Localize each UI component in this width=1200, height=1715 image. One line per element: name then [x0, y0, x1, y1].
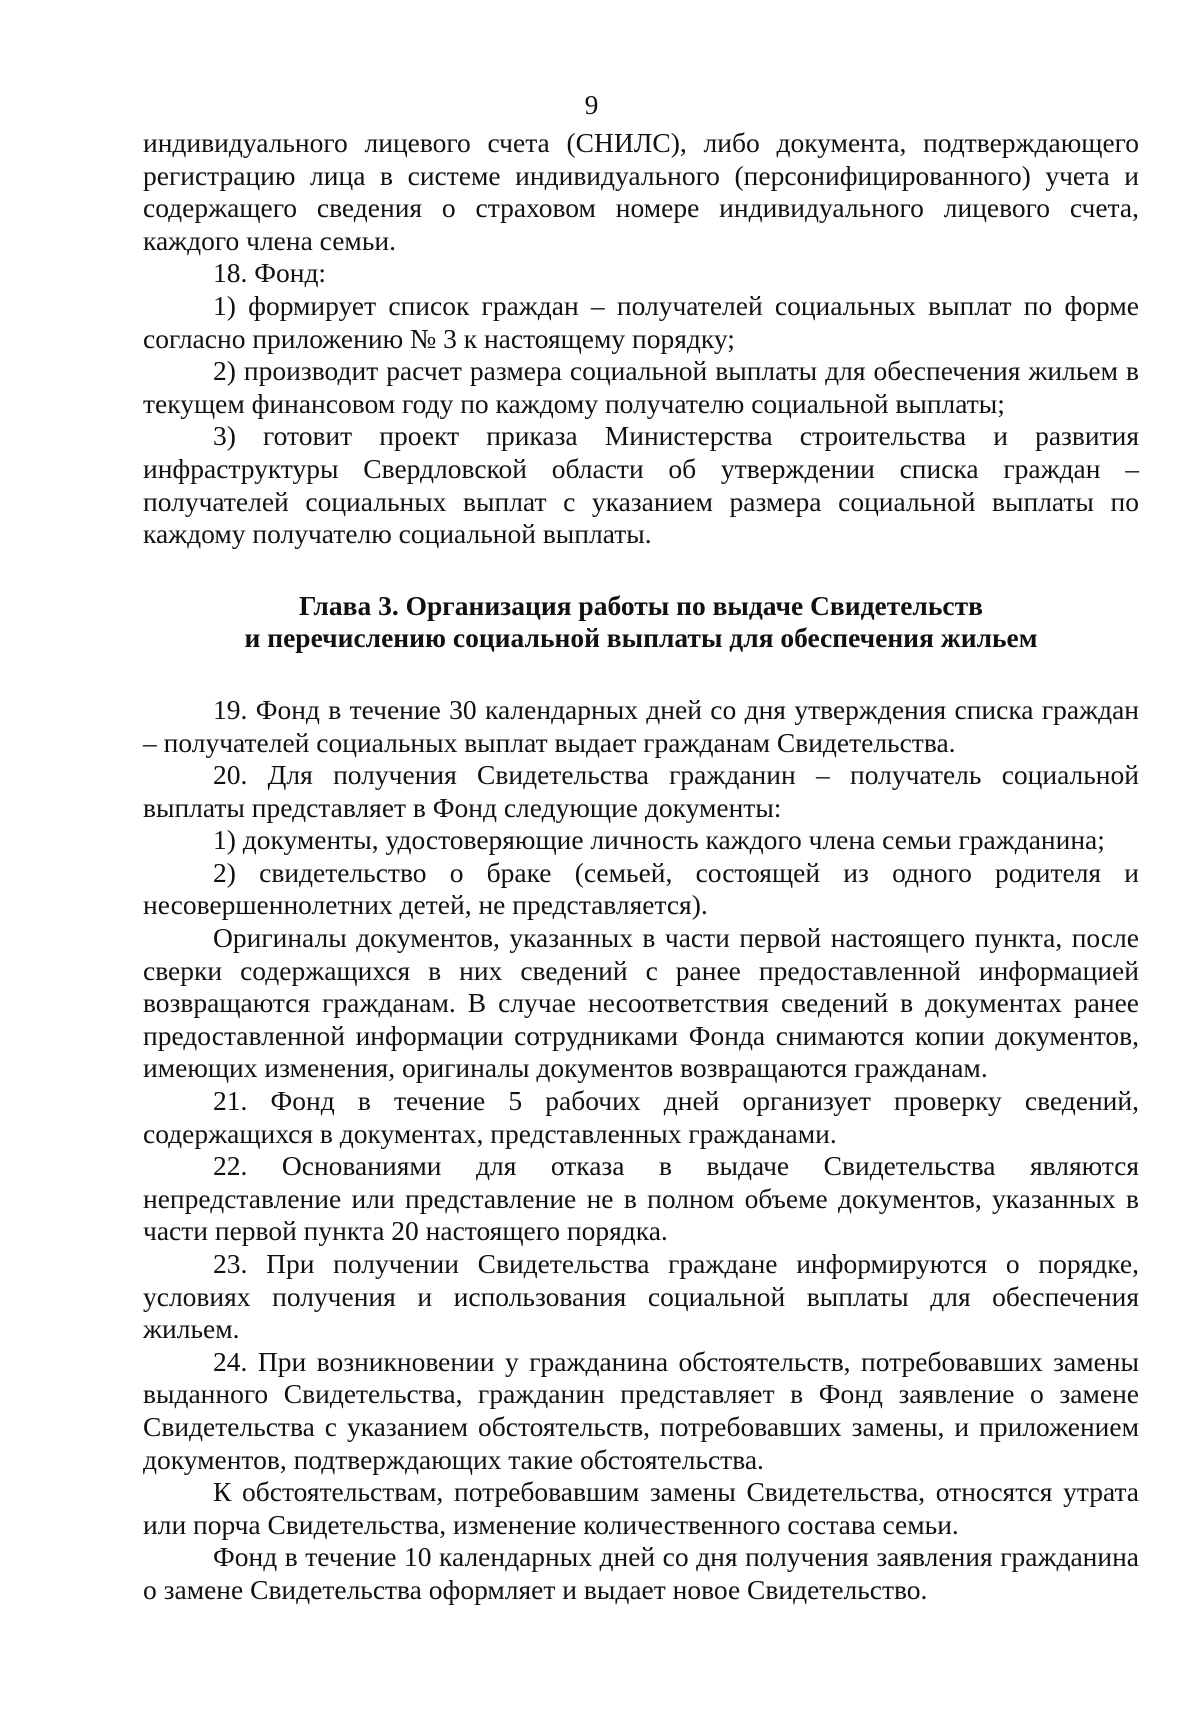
paragraph-item-23: 23. При получении Свидетельства граждане информируются о порядке, условиях получения и использования социальной выплаты для обеспечения жильем.	[143, 1248, 1139, 1345]
paragraph-20-originals: Оригиналы документов, указанных в части первой настоящего пункта, после сверки содержащихся в них сведений с ранее предоставленной информацией возвращаются гражданам. В случае несоответствия сведений в документах ранее предоставленной информации сотрудниками Фонда снимаются копии документов, имеющих изменения, оригиналы документов возвращаются гражданам.	[143, 922, 1139, 1084]
paragraph-20-sub-1: 1) документы, удостоверяющие личность каждого члена семьи гражданина;	[213, 824, 1105, 856]
paragraph-24-new-certificate: Фонд в течение 10 календарных дней со дня получения заявления гражданина о замене Свидетельства оформляет и выдает новое Свидетельство.	[143, 1541, 1139, 1605]
document-body	[143, 127, 1139, 1607]
paragraph-item-18: 18. Фонд:	[213, 257, 327, 289]
paragraph-18-sub-1: 1) формирует список граждан – получателей социальных выплат по форме согласно приложению № 3 к настоящему порядку;	[143, 289, 1139, 354]
paragraph-item-20: 20. Для получения Свидетельства гражданин – получатель социальной выплаты представляет в Фонд следующие документы:	[143, 759, 1139, 823]
paragraph-24-circumstances: К обстоятельствам, потребовавшим замены Свидетельства, относятся утрата или порча Свидетельства, изменение количественного состава семьи.	[143, 1476, 1139, 1540]
chapter-heading-line-1: Глава 3. Организация работы по выдаче Свидетельств	[299, 589, 983, 621]
paragraph-18-sub-3: 3) готовит проект приказа Министерства строительства и развития инфраструктуры Свердловской области об утверждении списка граждан – получателей социальных выплат с указанием размера социальной выплаты по каждому получателю социальной выплаты.	[143, 420, 1139, 550]
paragraph-continuation: индивидуального лицевого счета (СНИЛС), либо документа, подтверждающего регистрацию лица в системе индивидуального (персонифицированного) учета и содержащего сведения о страховом номере индивидуального лицевого счета, каждого члена семьи.	[143, 127, 1139, 256]
paragraph-item-19: 19. Фонд в течение 30 календарных дней со дня утверждения списка граждан – получателей социальных выплат выдает гражданам Свидетельства.	[143, 693, 1139, 758]
page-number: 9	[584, 89, 599, 120]
paragraph-item-22: 22. Основаниями для отказа в выдаче Свидетельства являются непредставление или представление не в полном объеме документов, указанных в части первой пункта 20 настоящего порядка.	[143, 1150, 1139, 1247]
paragraph-20-sub-2: 2) свидетельство о браке (семьей, состоящей из одного родителя и несовершеннолетних детей, не представляется).	[143, 856, 1139, 921]
chapter-heading-line-2: и перечислению социальной выплаты для обеспечения жильем	[244, 622, 1038, 654]
chapter-heading	[143, 590, 1139, 655]
paragraph-item-24: 24. При возникновении у гражданина обстоятельств, потребовавших замены выданного Свидетельства, гражданин представляет в Фонд заявление о замене Свидетельства с указанием обстоятельств, потребовавших замены, и приложением документов, подтверждающих такие обстоятельства.	[143, 1345, 1139, 1475]
paragraph-item-21: 21. Фонд в течение 5 рабочих дней организует проверку сведений, содержащихся в документах, представленных гражданами.	[143, 1085, 1139, 1149]
paragraph-18-sub-2: 2) производит расчет размера социальной выплаты для обеспечения жильем в текущем финансовом году по каждому получателю социальной выплаты;	[143, 355, 1139, 419]
